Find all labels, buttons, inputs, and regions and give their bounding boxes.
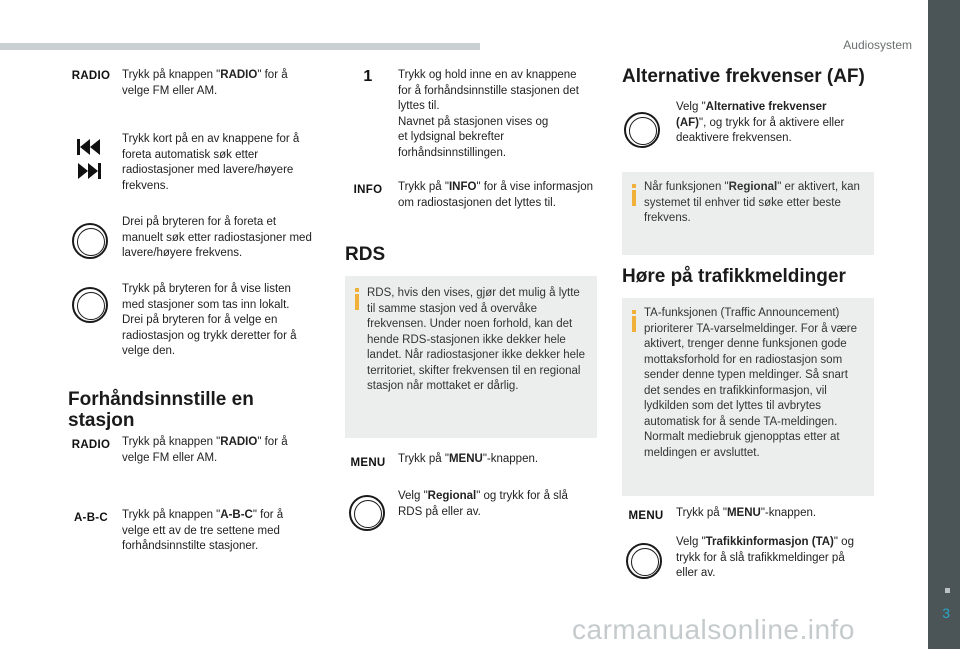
preset-hold-instruction: Trykk og hold inne en av knappene for å forhåndsinnstille stasjonen det lyttes til. Navnet på stasjonen vises og et lydsignal bekrefter forhåndsinnstillingen. bbox=[398, 69, 579, 159]
end-marker bbox=[945, 588, 950, 593]
menu-button-icon: MENU bbox=[628, 510, 664, 522]
rotary-knob-icon bbox=[72, 287, 108, 323]
rds-heading: RDS bbox=[345, 244, 386, 265]
skip-forward-icon bbox=[76, 162, 102, 180]
rotary-knob-icon bbox=[72, 223, 108, 259]
abc-instruction: Trykk på knappen "A-B-C" for å velge ett av de tre settene med forhåndsinnstilte stasjoner. bbox=[122, 509, 284, 552]
ta-note-box bbox=[622, 298, 874, 496]
skip-back-icon bbox=[76, 138, 102, 156]
preset-1-button-icon: 1 bbox=[363, 68, 373, 85]
regional-instruction: Velg "Regional" og trykk for å slå RDS på eller av. bbox=[398, 490, 568, 518]
side-strip bbox=[928, 0, 960, 649]
info-icon bbox=[355, 288, 359, 310]
af-heading: Alternative frekvenser (AF) bbox=[622, 66, 865, 87]
radio-button-icon: RADIO bbox=[71, 439, 111, 451]
ta-note-text: TA-funksjonen (Traffic Announcement) prioriterer TA-varselmeldinger. For å være aktivert, trenger denne funksjonen gode mottaksforhold for en radiostasjon som sender denne typen meldinger. Så snart det sendes en trafikkinformasjon, vil lydkilden som det lyttes til avbrytes automatisk for å sende TA-meldingen. Normalt mediebruk gjenopptas etter at meldingen er avsluttet. bbox=[644, 307, 858, 459]
ta-heading: Høre på trafikkmeldinger bbox=[622, 266, 846, 287]
af-note-box bbox=[622, 172, 874, 255]
station-list-instruction: Trykk på bryteren for å vise listen med stasjoner som tas inn lokalt. Drei på bryteren for å velge en radiostasjon og trykk deretter for å velge den. bbox=[122, 283, 297, 357]
rds-note-text: RDS, hvis den vises, gjør det mulig å lytte til samme stasjon ved å overvåke frekvensen. Under noen forhold, kan det hende RDS-stasjonen ikke dekker hele landet. Når radiostasjoner ikke dekker hele territoriet, skifter frekvensen til en regional stasjon når mottaket er dårlig. bbox=[367, 287, 585, 392]
page-number: 3 bbox=[942, 605, 950, 621]
radio-instruction: Trykk på knappen "RADIO" for å velge FM eller AM. bbox=[122, 69, 288, 97]
info-instruction: Trykk på "INFO" for å vise informasjon om radiostasjonen det lyttes til. bbox=[398, 181, 594, 209]
manual-tune-instruction: Drei på bryteren for å foreta et manuelt søk etter radiostasjoner med lavere/høyere frekvens. bbox=[122, 216, 312, 259]
af-note-text: Når funksjonen "Regional" er aktivert, kan systemet til enhver tid søke etter beste frekvens. bbox=[644, 181, 860, 224]
menu-instruction: Trykk på "MENU"-knappen. bbox=[398, 453, 539, 465]
radio-button-icon: RADIO bbox=[71, 70, 111, 82]
info-button-icon: INFO bbox=[353, 184, 383, 196]
seek-instruction: Trykk kort på en av knappene for å foreta automatisk søk etter radiostasjoner med lavere/høyere frekvens. bbox=[122, 133, 300, 192]
rotary-knob-icon bbox=[626, 543, 662, 579]
rotary-knob-icon bbox=[349, 495, 385, 531]
menu-button-icon: MENU bbox=[350, 457, 386, 469]
section-title: Audiosystem bbox=[843, 38, 912, 52]
menu-instruction: Trykk på "MENU"-knappen. bbox=[676, 507, 817, 519]
info-icon bbox=[632, 310, 636, 332]
info-icon bbox=[632, 184, 636, 206]
watermark: carmanualsonline.info bbox=[572, 614, 855, 645]
ta-instruction: Velg "Trafikkinformasjon (TA)" og trykk for å slå trafikkmeldinger på eller av. bbox=[676, 536, 854, 579]
preset-heading: Forhåndsinnstille en stasjon bbox=[68, 389, 254, 431]
radio-instruction: Trykk på knappen "RADIO" for å velge FM eller AM. bbox=[122, 436, 288, 464]
rotary-knob-icon bbox=[624, 112, 660, 148]
rds-note-box bbox=[345, 276, 597, 438]
header-rule bbox=[0, 43, 480, 50]
af-instruction: Velg "Alternative frekvenser (AF)", og trykk for å aktivere eller deaktivere frekvensen. bbox=[676, 101, 845, 144]
abc-button-icon: A-B-C bbox=[73, 512, 109, 524]
